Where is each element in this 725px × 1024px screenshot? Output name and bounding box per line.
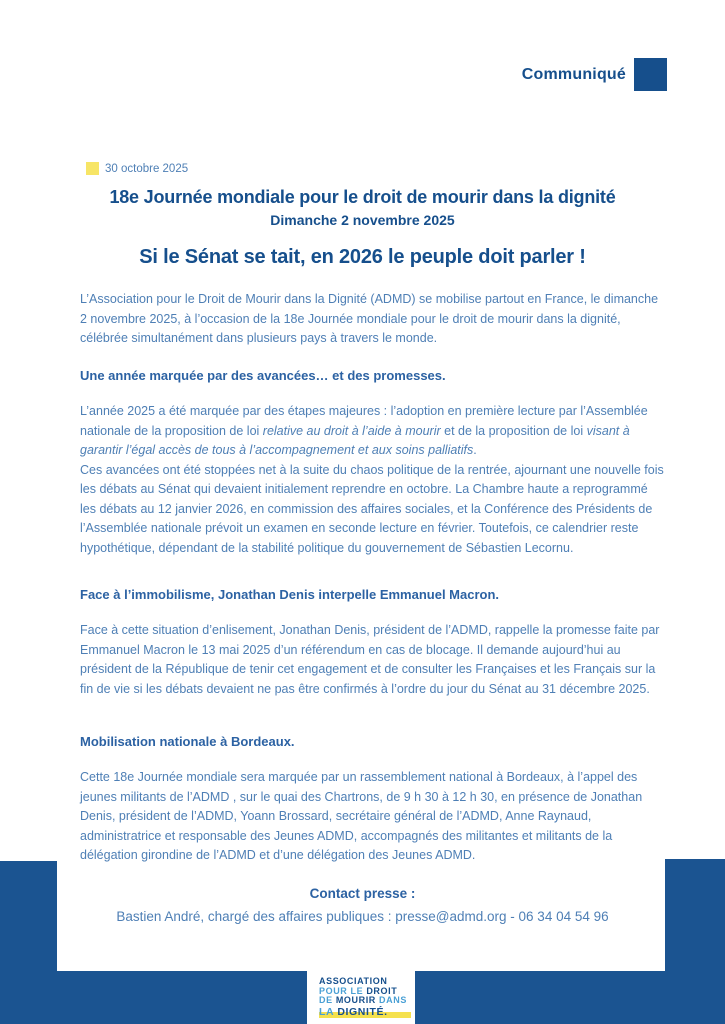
admd-logo (319, 977, 411, 1017)
communique-label: Communiqué (521, 65, 626, 83)
brand-square-icon (634, 58, 667, 91)
paragraph-annee-2025 (80, 402, 665, 558)
subhead-immobilisme: Face à l’immobilisme, Jonathan Denis interpelle Emmanuel Macron. (80, 587, 500, 602)
p2-segment: et de la proposition de loi (440, 423, 587, 438)
subhead-bordeaux: Mobilisation nationale à Bordeaux. (80, 734, 295, 749)
law-title-aide-a-mourir: relative au droit à l’aide à mourir (262, 423, 441, 438)
date-label: 30 octobre 2025 (105, 162, 189, 175)
subhead-avancees: Une année marquée par des avancées… et des promesses. (80, 368, 446, 383)
law-title-soins-palliatifs: visant à garantir l’égal accès de tous à l’accompagnement et aux soins palliatifs (80, 423, 630, 457)
contact-line: Bastien André, chargé des affaires publiques : presse@admd.org - 06 34 04 54 96 (116, 909, 609, 924)
page-subtitle: Dimanche 2 novembre 2025 (270, 212, 455, 228)
bottom-band-left (0, 971, 307, 1024)
admd-logo-line4: LA DIGNITÉ. (319, 1008, 411, 1018)
p2-segment: Ces avancées ont été stoppées net à la suite du chaos politique de la rentrée, ajournant une nouvelle fois les débats au Sénat qui devaient initialement reprendre en octobre. La Chambre haute a reprogrammé les débats au 12 janvier 2026, en commission des affaires sociales, et la Conférence des Présidents de l’Assemblée nationale prévoit un examen en seconde lecture en février. Toutefois, ce calendrier reste hypothétique, dépendant de la stabilité politique du gouvernement de Sébastien Lecornu. (80, 462, 664, 555)
admd-logo-line3: DE MOURIR DANS (319, 995, 407, 1005)
paragraph-intro: L’Association pour le Droit de Mourir dans la Dignité (ADMD) se mobilise partout en France, le dimanche 2 novembre 2025, à l’occasion de la 18e Journée mondiale pour le droit de mourir dans la dignité, célébrée simultanément dans plusieurs pays à travers le monde. (80, 292, 659, 345)
date-marker-icon (86, 162, 99, 175)
date-row (86, 162, 188, 175)
communique-banner (522, 58, 667, 91)
admd-logo-line1: ASSOCIATION (319, 976, 388, 986)
p2-segment: L’année 2025 a été marquée par des étapes majeures : l’adoption en première lecture par l’Assemblée nationale de la proposition de loi (80, 404, 648, 438)
bottom-band-right (415, 971, 725, 1024)
paragraph-referendum: Face à cette situation d’enlisement, Jonathan Denis, président de l’ADMD, rappelle la promesse faite par Emmanuel Macron le 13 mai 2025 d’un référendum en cas de blocage. Il demande aujourd’hui au président de la République de tenir cet engagement et de consulter les Françaises et les Français sur la fin de vie si les débats devaient ne pas être confirmés à l’ordre du jour du Sénat au 31 décembre 2025. (80, 623, 660, 696)
p2-segment: . (473, 443, 477, 457)
contact-heading: Contact presse : (309, 886, 416, 901)
admd-logo-line2: POUR LE DROIT (319, 985, 398, 996)
paragraph-rassemblement: Cette 18e Journée mondiale sera marquée par un rassemblement national à Bordeaux, à l’appel des jeunes militants de l’ADMD , sur le quai des Chartrons, de 9 h 30 à 12 h 30, en présence de Jonathan Denis, président de l’ADMD, Yoann Brossard, secrétaire général de l’ADMD, Anne Raynaud, administratrice et responsable des Jeunes ADMD, accompagnés des militantes et militants de la délégation girondine de l’ADMD et d’une délégation des Jeunes ADMD. (80, 770, 643, 862)
page-title: 18e Journée mondiale pour le droit de mourir dans la dignité (109, 187, 616, 207)
headline: Si le Sénat se tait, en 2026 le peuple doit parler ! (139, 246, 586, 268)
